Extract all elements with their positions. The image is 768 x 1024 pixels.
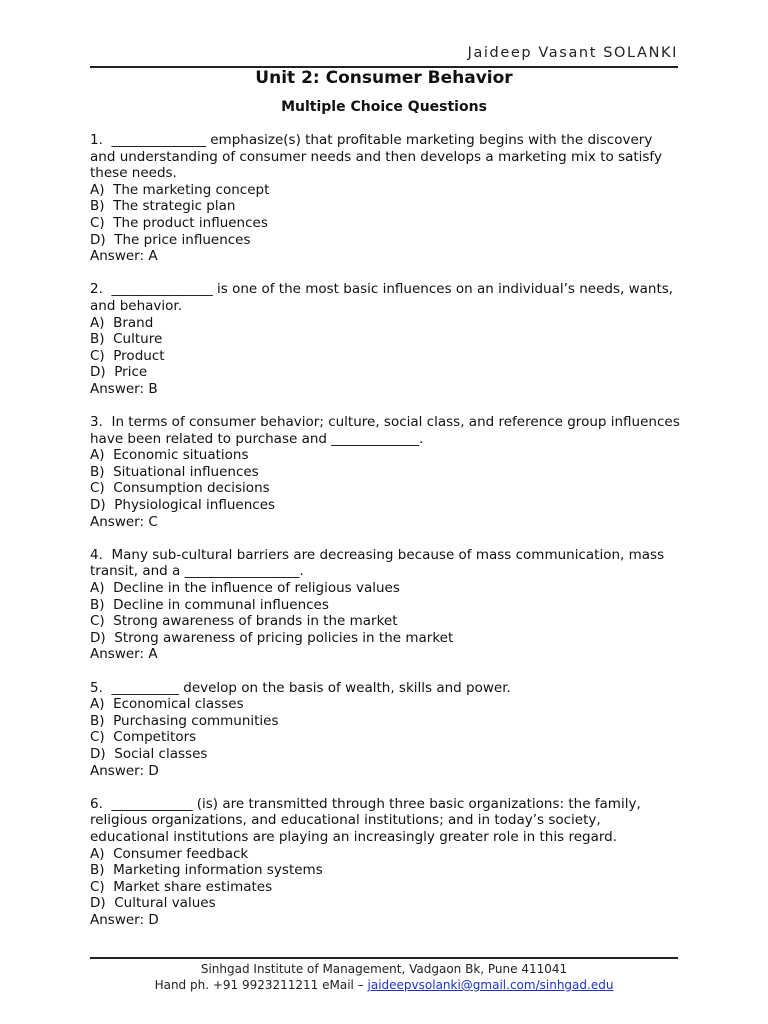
- option-d: D) Strong awareness of pricing policies in the market: [90, 629, 454, 646]
- question-5: [90, 680, 680, 780]
- option-d: D) Physiological influences: [90, 497, 276, 514]
- answer-line: Answer: B: [90, 380, 158, 397]
- footer-rule: [90, 957, 678, 959]
- option-d: D) The price influences: [90, 231, 251, 248]
- option-d: D) Cultural values: [90, 895, 216, 912]
- option-b: B) Marketing information systems: [90, 862, 323, 879]
- option-b: B) The strategic plan: [90, 198, 236, 215]
- email-link[interactable]: jaideepvsolanki@gmail.com/sinhgad.edu: [367, 978, 614, 992]
- option-c: C) Competitors: [90, 729, 197, 746]
- option-d: D) Social classes: [90, 745, 208, 762]
- option-b: B) Decline in communal influences: [90, 596, 329, 613]
- option-c: C) Consumption decisions: [90, 480, 270, 497]
- author-name: Jaideep Vasant SOLANKI: [467, 45, 678, 61]
- option-a: A) Brand: [90, 314, 154, 331]
- answer-line: Answer: A: [90, 646, 158, 663]
- option-a: A) Economic situations: [90, 447, 249, 464]
- question-3: [90, 414, 685, 530]
- option-c: C) Strong awareness of brands in the market: [90, 613, 398, 630]
- footer-contact: [90, 977, 678, 993]
- option-a: A) The marketing concept: [90, 181, 270, 198]
- option-c: C) Product: [90, 347, 165, 364]
- option-a: A) Economical classes: [90, 696, 244, 713]
- footer-address: Sinhgad Institute of Management, Vadgaon Bk, Pune 411041: [200, 962, 568, 976]
- question-text: 5. __________ develop on the basis of wealth, skills and power.: [90, 679, 511, 696]
- answer-line: Answer: A: [90, 248, 158, 265]
- option-b: B) Situational influences: [90, 463, 259, 480]
- question-text: 6. ____________ (is) are transmitted through three basic organizations: the family, religious organizations, and educational institutions; and in today’s society, educational institutions are playing an increasingly greater role in this regard.: [90, 795, 646, 845]
- question-text: 1. ______________ emphasize(s) that profitable marketing begins with the discovery and understanding of consumer needs and then develops a marketing mix to satisfy these needs.: [90, 132, 667, 182]
- page-title: Unit 2: Consumer Behavior: [255, 68, 513, 88]
- question-list: [90, 132, 685, 945]
- footer: [90, 961, 678, 993]
- option-a: A) Decline in the influence of religious values: [90, 580, 400, 597]
- option-d: D) Price: [90, 364, 148, 381]
- question-4: [90, 547, 680, 663]
- option-c: C) The product influences: [90, 214, 268, 231]
- option-c: C) Market share estimates: [90, 878, 273, 895]
- option-a: A) Consumer feedback: [90, 845, 249, 862]
- question-text: 3. In terms of consumer behavior; culture, social class, and reference group influences have been related to purchase and _____________.: [90, 414, 685, 447]
- question-text: 2. _______________ is one of the most basic influences on an individual’s needs, wants, and behavior.: [90, 281, 678, 314]
- question-2: [90, 281, 680, 397]
- answer-line: Answer: C: [90, 513, 158, 530]
- answer-line: Answer: D: [90, 762, 159, 779]
- option-b: B) Purchasing communities: [90, 712, 279, 729]
- question-1: [90, 132, 680, 265]
- question-text: 4. Many sub-cultural barriers are decreasing because of mass communication, mass transit, and a _________________.: [90, 546, 669, 580]
- answer-line: Answer: D: [90, 911, 159, 928]
- question-6: [90, 796, 680, 929]
- page-subtitle: Multiple Choice Questions: [281, 99, 487, 115]
- footer-contact-text: Hand ph. +91 9923211211 eMail –: [154, 978, 368, 992]
- option-b: B) Culture: [90, 331, 163, 348]
